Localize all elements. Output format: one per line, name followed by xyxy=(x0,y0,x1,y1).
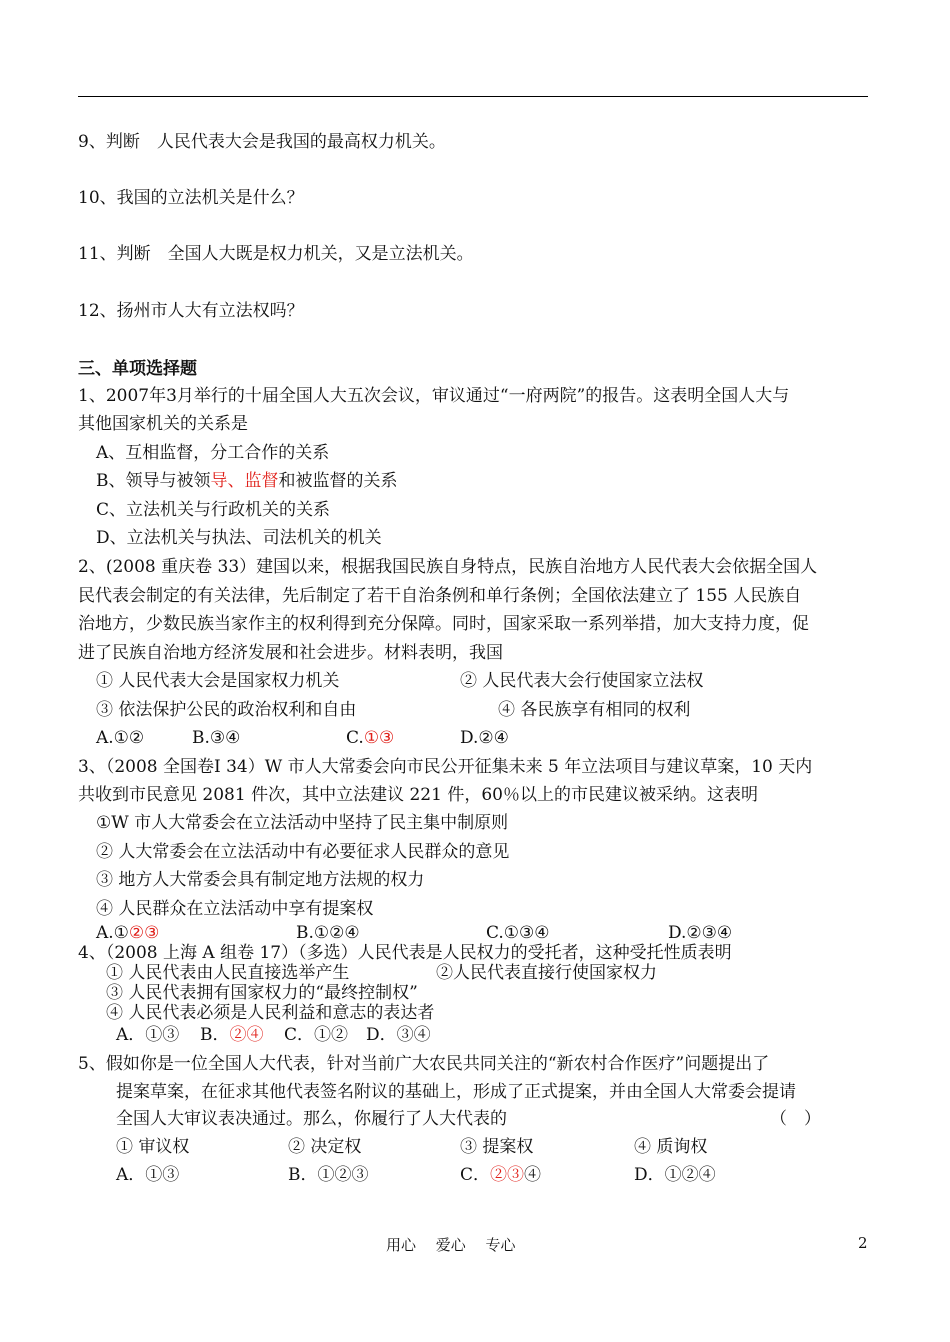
q4-choice-c: C．①② xyxy=(284,1025,349,1045)
q5-statement-1: ① 审议权 xyxy=(116,1137,190,1157)
q3-stem-line1: 3、（2008 全国卷Ⅰ 34）W 市人大常委会向市民公开征集未来 5 年立法项目与建议草案，10 天内 xyxy=(78,757,813,777)
q5-stem-line2: 提案草案，在征求其他代表签名附议的基础上，形成了正式提案，并由全国人大常委会提请 xyxy=(116,1082,796,1102)
q2-statement-1: ① 人民代表大会是国家权力机关 xyxy=(96,671,340,691)
q5-choice-c: C．②③④ xyxy=(460,1165,542,1185)
q3-statement-3: ③ 地方人大常委会具有制定地方法规的权力 xyxy=(96,870,425,890)
q2-answer-highlight: ①③ xyxy=(363,728,395,748)
q5-statement-3: ③ 提案权 xyxy=(460,1137,534,1157)
q4-statement-2: ②人民代表直接行使国家权力 xyxy=(436,963,657,983)
q4-statement-1: ① 人民代表由人民直接选举产生 xyxy=(106,963,350,983)
q2-choice-b: B.③④ xyxy=(192,728,241,748)
question-12: 12、扬州市人大有立法权吗？ xyxy=(78,301,304,321)
q1-option-d: D、立法机关与执法、司法机关的机关 xyxy=(96,528,382,548)
q5-statement-4: ④ 质询权 xyxy=(634,1137,708,1157)
header-rule xyxy=(78,96,868,97)
q3-choice-c: C.①③④ xyxy=(486,923,550,943)
q3-statement-2: ② 人大常委会在立法活动中有必要征求人民群众的意见 xyxy=(96,842,510,862)
q2-stem-line1: 2、(2008 重庆卷 33）建国以来，根据我国民族自身特点，民族自治地方人民代表大会依据全国人 xyxy=(78,557,818,577)
q1-stem-line1: 1、2007年3月举行的十届全国人大五次会议，审议通过“一府两院”的报告。这表明全国人大与 xyxy=(78,386,790,406)
q5-answer-highlight: ②③ xyxy=(490,1165,525,1185)
q5-stem-line1: 5、假如你是一位全国人大代表，针对当前广大农民共同关注的“新农村合作医疗”问题提出了 xyxy=(78,1054,770,1074)
q2-stem-line3: 治地方，少数民族当家作主的权利得到充分保障。同时，国家采取一系列举措，加大支持力度，促 xyxy=(78,614,809,634)
q1-option-c: C、立法机关与行政机关的关系 xyxy=(96,500,331,520)
q4-statement-3: ③ 人民代表拥有国家权力的“最终控制权” xyxy=(106,983,418,1003)
q5-choice-d: D．①②④ xyxy=(634,1165,716,1185)
q1-option-a: A、互相监督，分工合作的关系 xyxy=(96,443,330,463)
q1-option-b: B、领导与被领导、监督和被监督的关系 xyxy=(96,471,398,491)
q4-choice-a: A．①③ xyxy=(116,1025,180,1045)
page-number: 2 xyxy=(858,1234,868,1252)
q3-choice-d: D.②③④ xyxy=(668,923,733,943)
q3-answer-highlight: ②③ xyxy=(128,923,160,943)
q3-statement-1: ①W 市人大常委会在立法活动中坚持了民主集中制原则 xyxy=(96,813,509,833)
q4-stem: 4、（2008 上海 A 组卷 17）（多选）人民代表是人民权力的受托者，这种受托性质表明 xyxy=(78,943,732,963)
q5-answer-blank: （ ） xyxy=(770,1109,821,1129)
q5-choice-a: A．①③ xyxy=(116,1165,180,1185)
q3-statement-4: ④ 人民群众在立法活动中享有提案权 xyxy=(96,899,374,919)
question-11: 11、判断 全国人大既是权力机关，又是立法机关。 xyxy=(78,244,474,264)
q3-stem-line2: 共收到市民意见 2081 件次，其中立法建议 221 件，60％以上的市民建议被采纳。这表明 xyxy=(78,785,758,805)
q1-highlight: 导、监督 xyxy=(210,471,279,491)
q4-statement-4: ④ 人民代表必须是人民利益和意志的表达者 xyxy=(106,1003,435,1023)
q2-statement-4: ④ 各民族享有相同的权利 xyxy=(498,700,691,720)
q2-choice-a: A.①② xyxy=(96,728,145,748)
q5-statement-2: ② 决定权 xyxy=(288,1137,362,1157)
q2-choice-d: D.②④ xyxy=(460,728,509,748)
q2-stem-line2: 民代表会制定的有关法律，先后制定了若干自治条例和单行条例；全国依法建立了 155 人民族自 xyxy=(78,586,802,606)
q2-choice-c: C.①③ xyxy=(346,728,395,748)
q2-statement-2: ② 人民代表大会行使国家立法权 xyxy=(460,671,704,691)
q4-choice-d: D．③④ xyxy=(366,1025,431,1045)
q4-choice-b: B．②④ xyxy=(200,1025,264,1045)
q5-choice-b: B．①②③ xyxy=(288,1165,369,1185)
q2-stem-line4: 进了民族自治地方经济发展和社会进步。材料表明，我国 xyxy=(78,643,503,663)
q4-answer-highlight: ②④ xyxy=(229,1025,264,1045)
q3-choice-a: A.①②③ xyxy=(96,923,160,943)
q5-stem-line3: 全国人大审议表决通过。那么，你履行了人大代表的 xyxy=(116,1109,507,1129)
q3-choice-b: B.①②④ xyxy=(296,923,360,943)
section-title: 三、单项选择题 xyxy=(78,359,197,379)
question-10: 10、我国的立法机关是什么？ xyxy=(78,188,304,208)
question-9: 9、判断 人民代表大会是我国的最高权力机关。 xyxy=(78,132,446,152)
q1-stem-line2: 其他国家机关的关系是 xyxy=(78,414,248,434)
q2-statement-3: ③ 依法保护公民的政治权利和自由 xyxy=(96,700,357,720)
footer-motto: 用心 爱心 专心 xyxy=(386,1236,516,1254)
